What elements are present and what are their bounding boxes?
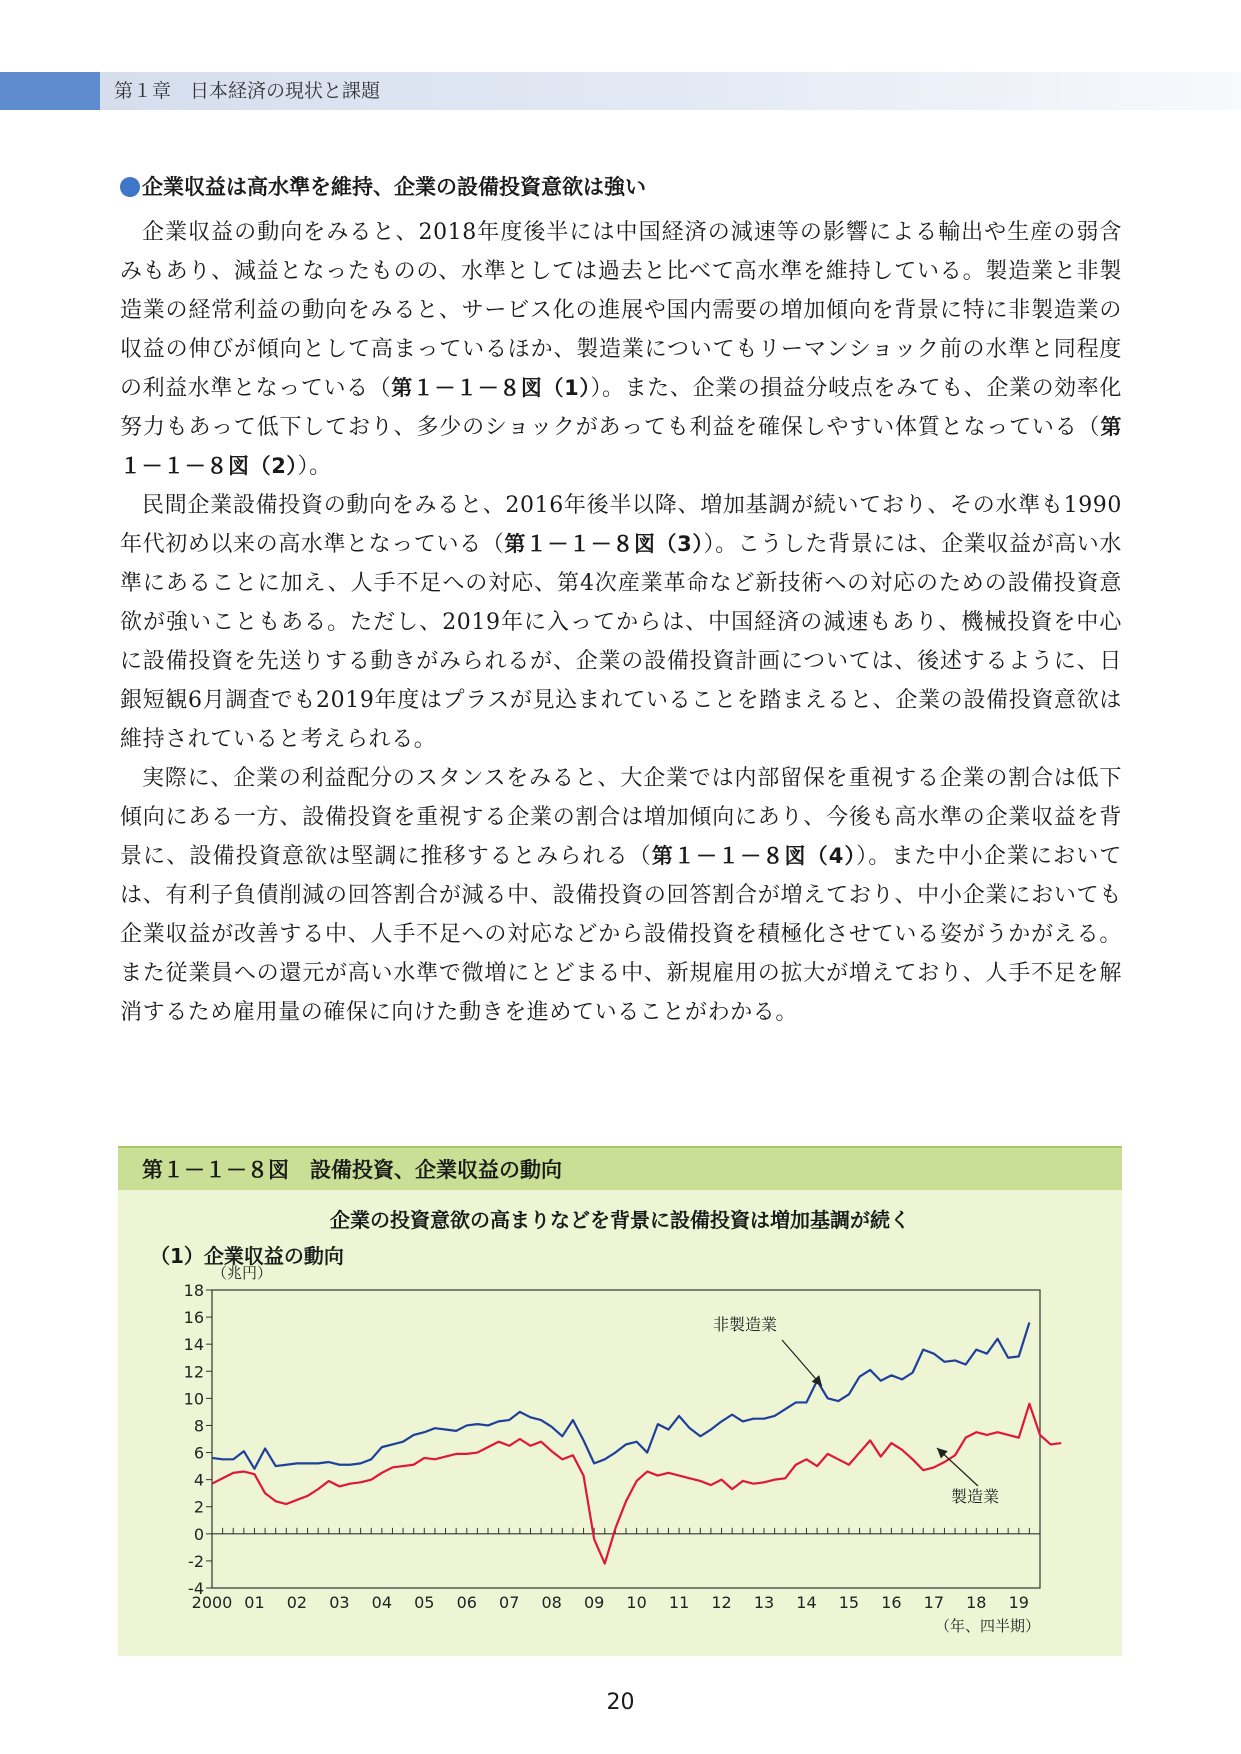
x-tick-label: 08 — [541, 1593, 562, 1612]
y-tick-label: 14 — [183, 1335, 204, 1355]
y-tick-label: 2 — [193, 1497, 204, 1517]
figure-subtitle: 企業の投資意欲の高まりなどを背景に設備投資は増加基調が続く — [330, 1208, 910, 1232]
figure-reference: 第１－１－８図（4） — [651, 844, 857, 868]
paragraph-text: ）。また、企業の損益分岐点をみても、企業の効率化努力もあって低下しており、多少のショックがあっても利益を確保しやすい体質となっている（ — [120, 376, 1122, 440]
chart-axes — [206, 1290, 1040, 1588]
y-tick-label: 12 — [183, 1362, 204, 1382]
x-tick-label: 19 — [1008, 1593, 1029, 1612]
y-tick-label: 0 — [193, 1524, 204, 1544]
x-tick-label: 02 — [286, 1593, 308, 1612]
figure-reference: 第１－１－８図（1） — [391, 376, 591, 400]
x-tick-label: 11 — [668, 1593, 690, 1612]
x-tick-label: 12 — [711, 1593, 732, 1612]
y-tick-label: 4 — [193, 1470, 204, 1490]
series-line-manufacturing — [212, 1404, 1061, 1564]
x-tick-label: 09 — [583, 1593, 605, 1612]
x-tick-label: 07 — [499, 1593, 520, 1612]
x-tick-label: 03 — [329, 1593, 350, 1612]
y-axis-unit-label: （兆円） — [212, 1264, 273, 1282]
paragraph-text: 企業収益の動向をみると、2018年度後半には中国経済の減速等の影響による輸出や生産の弱含みもあり、減益となったものの、水準としては過去と比べて高水準を維持している。製造業と非製造業の経常利益の動向をみると、サービス化の進展や国内需要の増加傾向を背景に特に非製造業の収益の伸びが傾向として高まっているほか、製造業についてもリーマンショック前の水準と同程度の利益水準となっている（ — [120, 220, 1122, 401]
page-number: 20 — [606, 1690, 635, 1715]
series-annotation-label: 非製造業 — [712, 1315, 778, 1334]
series-annotation-label: 製造業 — [950, 1487, 1000, 1506]
paragraph-text: ）。また中小企業においては、有利子負債削減の回答割合が減る中、設備投資の回答割合が増えており、中小企業においても企業収益が改善する中、人手不足への対応などから設備投資を積極化させている姿がうかがえる。また従業員への還元が高い水準で微増にとどまる中、新規雇用の拡大が増えており、人手不足を解消するため雇用量の確保に向けた動きを進めていることがわかる。 — [120, 844, 1122, 1025]
y-tick-label: 10 — [183, 1389, 204, 1409]
x-axis-unit-label: （年、四半期） — [934, 1617, 1040, 1635]
series-line-non-manufacturing — [212, 1323, 1029, 1469]
panel-title: （1）企業収益の動向 — [150, 1244, 344, 1268]
chart-series — [212, 1323, 1061, 1564]
x-tick-label: 04 — [371, 1593, 393, 1612]
paragraph-text: ）。こうした背景には、企業収益が高い水準にあることに加え、人手不足への対応、第4次産業革命など新技術への対応のための設備投資意欲が強いこともある。ただし、2019年に入ってからは、中国経済の減速もあり、機械投資を中心に設備投資を先送りする動きがみられるが、企業の設備投資計画については、後述するように、日銀短観6月調査でも2019年度はプラスが見込まれていることを踏まえると、企業の設備投資意欲は維持されていると考えられる。 — [120, 532, 1122, 752]
figure-reference: 第１－１－８図（2） — [120, 415, 1122, 478]
x-tick-label: 01 — [244, 1593, 265, 1612]
plot-frame — [212, 1290, 1040, 1588]
y-tick-label: -4 — [188, 1579, 204, 1598]
x-tick-label: 2000 — [191, 1593, 233, 1612]
figure-reference: 第１－１－８図（3） — [504, 532, 704, 556]
x-tick-label: 13 — [753, 1593, 775, 1612]
x-tick-label: 17 — [923, 1593, 945, 1612]
y-tick-label: 8 — [193, 1416, 204, 1436]
x-tick-label: 16 — [881, 1593, 902, 1612]
y-tick-label: 6 — [193, 1443, 204, 1463]
y-tick-label: -2 — [188, 1551, 204, 1571]
x-tick-label: 05 — [414, 1593, 435, 1612]
figure-title: 第１－１－８図 設備投資、企業収益の動向 — [142, 1158, 562, 1182]
x-tick-label: 15 — [838, 1593, 860, 1612]
x-tick-label: 06 — [456, 1593, 477, 1612]
section-heading-text: 企業収益は高水準を維持、企業の設備投資意欲は強い — [142, 175, 646, 199]
x-tick-label: 18 — [966, 1593, 987, 1612]
paragraph-text: 民間企業設備投資の動向をみると、2016年後半以降、増加基調が続いており、その水準も1990年代初め以来の高水準となっている（ — [120, 493, 1122, 557]
x-tick-label: 14 — [796, 1593, 817, 1612]
y-tick-label: 16 — [183, 1308, 204, 1328]
y-tick-label: 18 — [183, 1281, 204, 1300]
x-tick-label: 10 — [626, 1593, 647, 1612]
paragraph-text: 実際に、企業の利益配分のスタンスをみると、大企業では内部留保を重視する企業の割合は低下傾向にある一方、設備投資を重視する企業の割合は増加傾向にあり、今後も高水準の企業収益を背景に、設備投資意欲は堅調に推移するとみられる（ — [120, 766, 1122, 869]
paragraph-text: ）。 — [297, 454, 332, 479]
chapter-title: 第１章 日本経済の現状と課題 — [114, 80, 381, 102]
